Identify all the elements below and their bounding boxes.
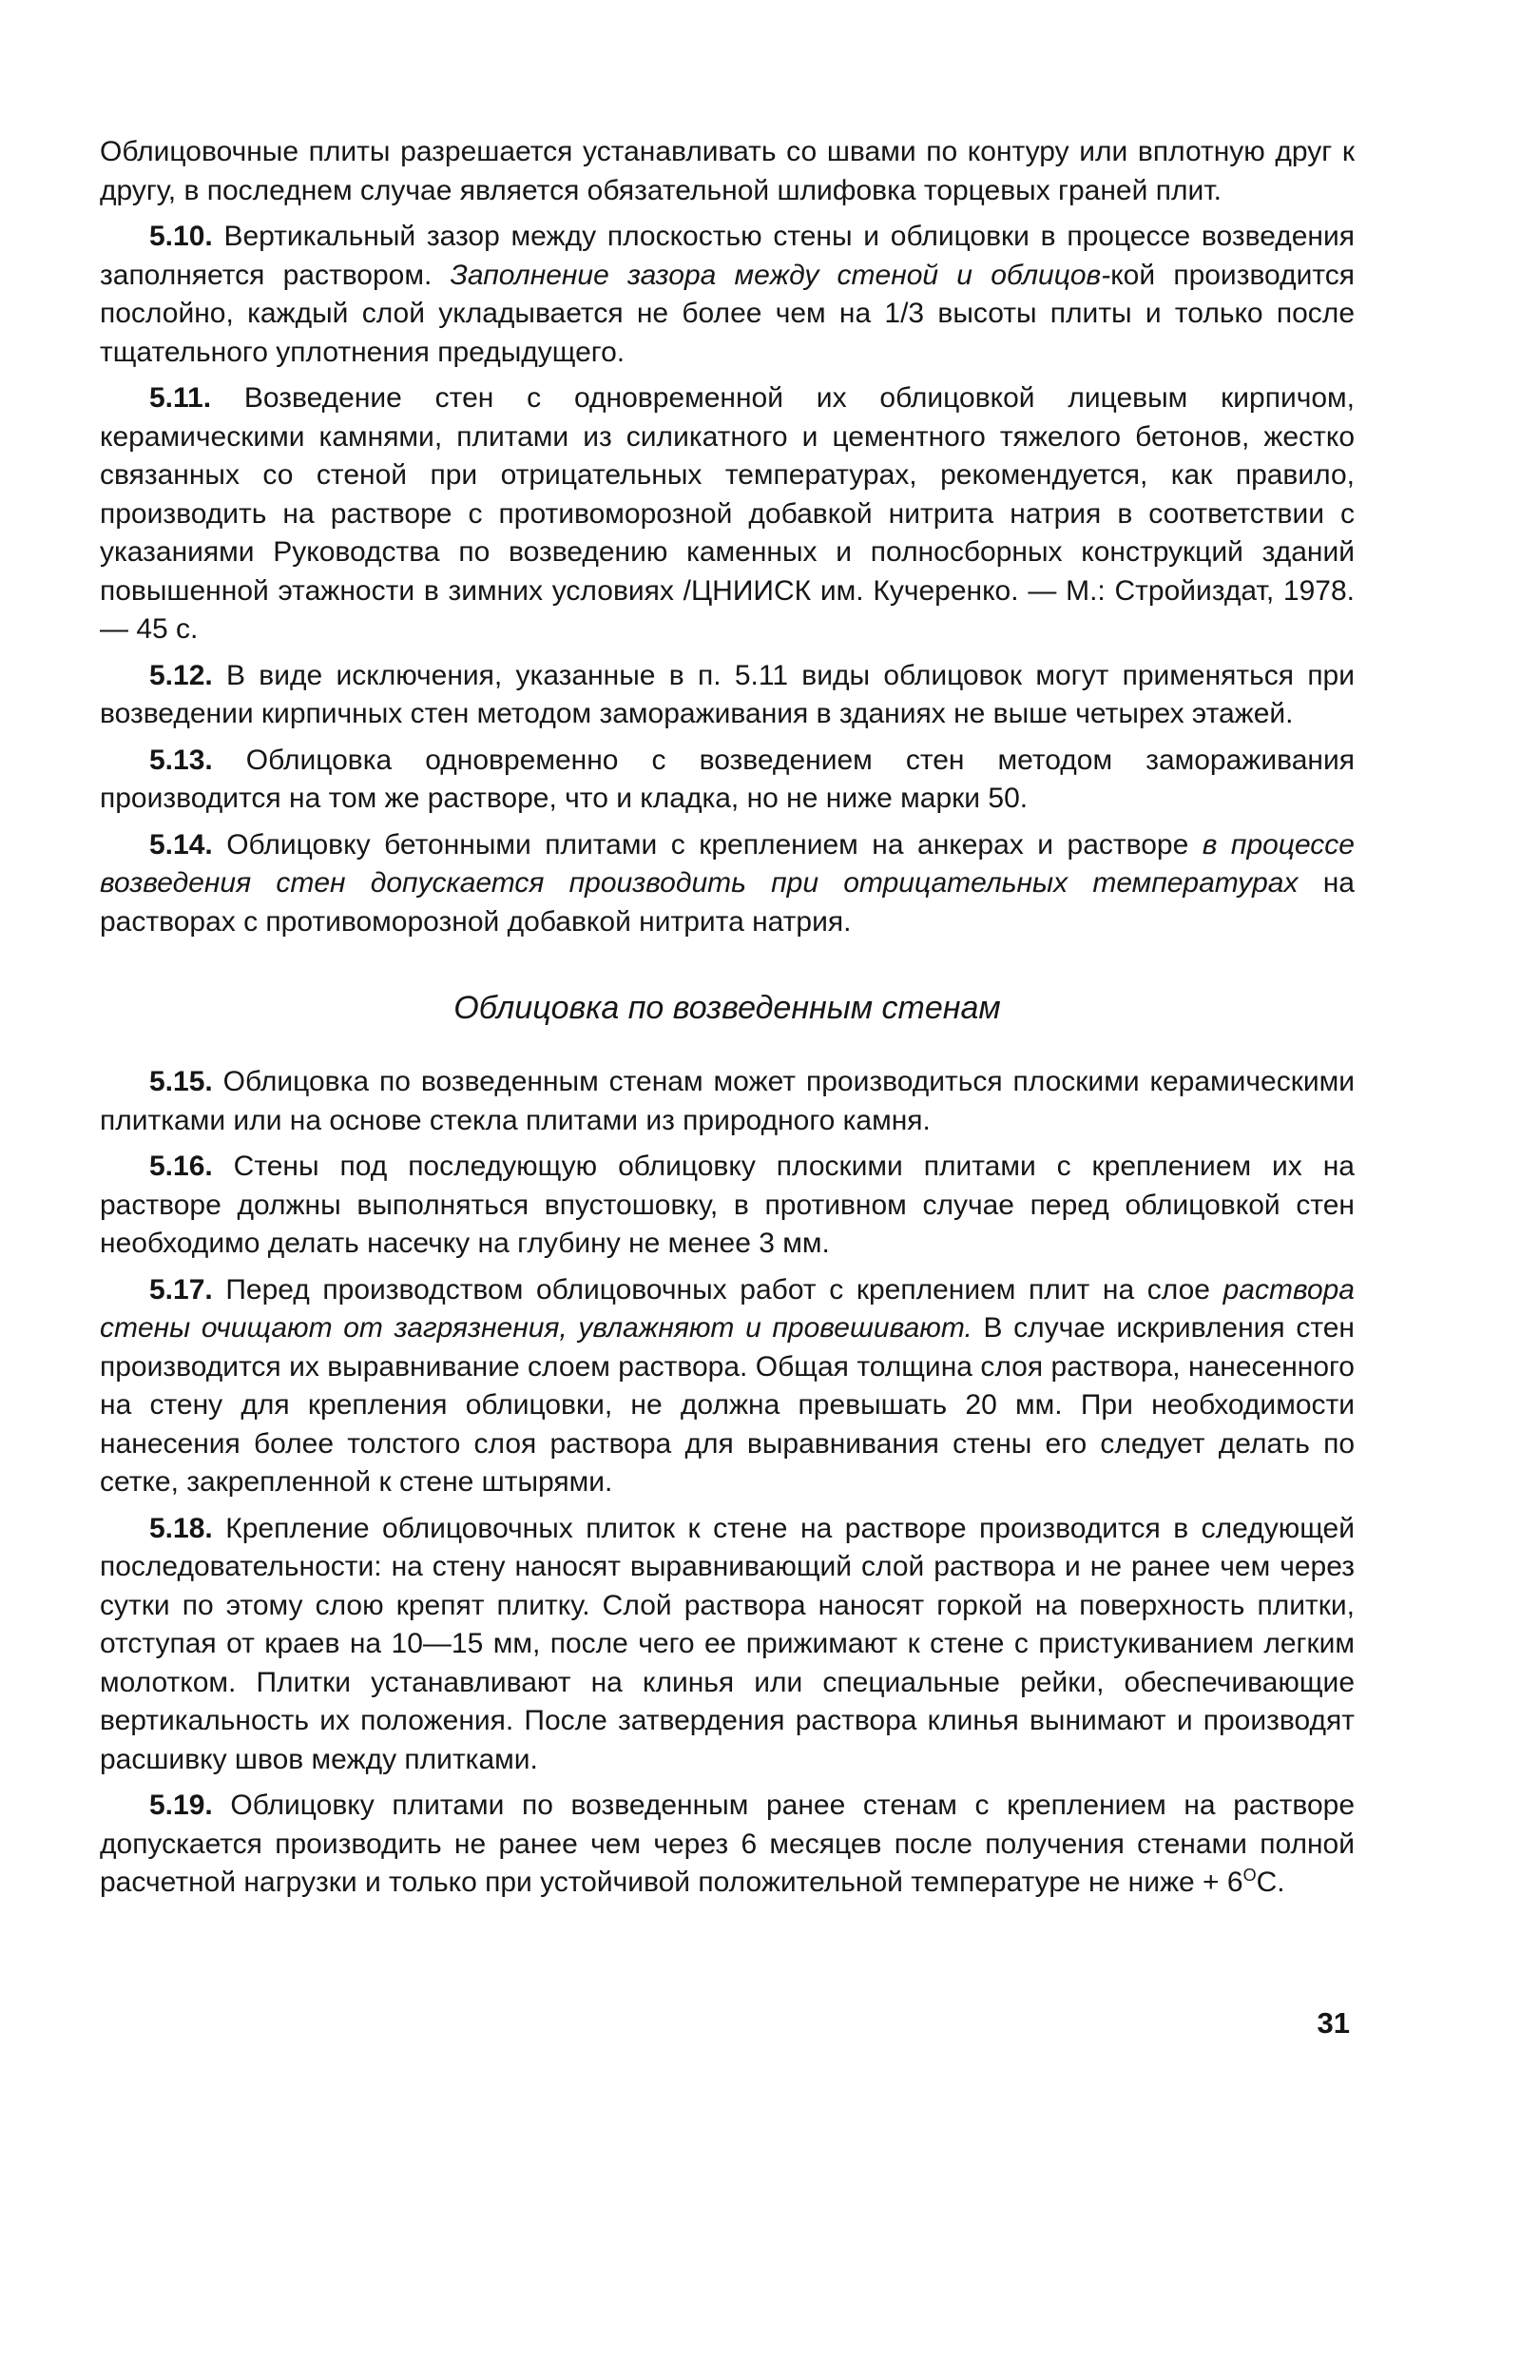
paragraph-text: В виде исключения, указанные в п. 5.11 виды облицовок могут применяться при возведении кирпичных стен методом замораживания в зданиях не выше четырех этажей. bbox=[100, 659, 1355, 729]
page-number: 31 bbox=[1317, 2006, 1350, 2040]
paragraph-italic-text: в процессе возведения стен допускается производить при отрицательных температурах bbox=[100, 828, 1355, 899]
clause-number: 5.12. bbox=[149, 659, 213, 691]
clause-number: 5.17. bbox=[149, 1273, 213, 1306]
clause-number: 5.14. bbox=[149, 828, 213, 861]
paragraph-text: Облицовку бетонными плитами с креплением на анкерах и растворе bbox=[212, 828, 1203, 861]
paragraph-5-16 bbox=[100, 1148, 1355, 1264]
clause-number: 5.13. bbox=[149, 744, 213, 776]
paragraph-text: Возведение стен с одновременной их облицовкой лицевым кирпичом, керамическими камнями, плитами из силикатного и цементного тяжелого бетонов, жестко связанных со стеной при отрицательных температурах, рекомендуется, как правило, производить на растворе с противоморозной добавкой нитрита натрия в соответствии с указаниями Руководства по возведению каменных и полносборных конструкций зданий повышенной этажности в зимних условиях /ЦНИИСК им. Кучеренко. — М.: Стройиздат, 1978. — 45 с. bbox=[100, 382, 1355, 645]
paragraph-5-12 bbox=[100, 657, 1355, 734]
clause-number: 5.10. bbox=[149, 221, 213, 252]
clause-number: 5.16. bbox=[149, 1151, 213, 1182]
paragraph-italic-text: раствора стены очищают от загрязнения, увлажняют и провешивают. bbox=[100, 1273, 1355, 1344]
paragraph-italic-text: Заполнение зазора между стеной и облицов- bbox=[450, 259, 1111, 291]
paragraph-text: Перед производством облицовочных работ с креплением плит на слое bbox=[212, 1273, 1223, 1306]
paragraph-intro bbox=[100, 133, 1355, 210]
paragraph-5-19 bbox=[100, 1787, 1355, 1903]
paragraph-text: Стены под последующую облицовку плоскими плитами с креплением их на растворе должны выполняться впустошовку, в противном случае перед облицовкой стен необходимо делать насечку на глубину не менее 3 мм. bbox=[100, 1151, 1355, 1259]
paragraph-5-14 bbox=[100, 826, 1355, 942]
clause-number: 5.19. bbox=[149, 1790, 213, 1821]
section-heading: Облицовка по возведенным стенам bbox=[453, 990, 1001, 1026]
paragraph-text: Облицовка по возведенным стенам может производиться плоскими керамическими плитками или на основе стекла плитами из природного камня. bbox=[100, 1066, 1355, 1136]
paragraph-text-tail: В случае искривления стен производится их выравнивание слоем раствора. Общая толщина слоя раствора, нанесенного на стену для крепления облицовки, не должна превышать 20 мм. При необходимости нанесения более толстого слоя раствора для выравнивания стены его следует делать по сетке, закрепленной к стене штырями. bbox=[100, 1312, 1355, 1498]
clause-number: 5.11. bbox=[149, 382, 212, 414]
paragraph-5-18 bbox=[100, 1510, 1355, 1780]
paragraph-text: Крепление облицовочных плиток к стене на растворе производится в следующей последовательности: на стену наносят выравнивающий слой раствора и не ранее чем через сутки по этому слою крепят плитку. Слой раствора наносят горкой на поверхность плитки, отступая от краев на 10—15 мм, после чего ее прижимают к стене с пристукиванием легким молотком. Плитки устанавливают на клинья или специальные рейки, обеспечивающие вертикальность их положения. После затвердения раствора клинья вынимают и производят расшивку швов между плитками. bbox=[100, 1512, 1355, 1775]
clause-number: 5.18. bbox=[149, 1512, 213, 1544]
paragraph-5-10 bbox=[100, 218, 1355, 372]
paragraph-5-13 bbox=[100, 742, 1355, 819]
paragraph-text-tail: кой производится послойно, каждый слой укладывается не более чем на 1/3 высоты плиты и только после тщательного уплотнения предыдущего. bbox=[100, 259, 1355, 368]
degree-mark: О bbox=[1242, 1866, 1257, 1885]
paragraph-text-tail: на растворах с противоморозной добавкой нитрита натрия. bbox=[100, 867, 1355, 938]
document-page bbox=[100, 133, 1355, 1910]
paragraph-5-11 bbox=[100, 379, 1355, 649]
paragraph-5-15 bbox=[100, 1063, 1355, 1140]
paragraph-text-tail: С. bbox=[1256, 1867, 1285, 1898]
paragraph-text: Вертикальный зазор между плоскостью стены и облицовки в процессе возведения заполняется раствором. bbox=[100, 221, 1355, 291]
paragraph-5-17 bbox=[100, 1271, 1355, 1502]
paragraph-text: Облицовка одновременно с возведением стен методом замораживания производится на том же растворе, что и кладка, но не ниже марки 50. bbox=[100, 744, 1355, 814]
paragraph-text: Облицовочные плиты разрешается устанавливать со швами по контуру или вплотную друг к другу, в последнем случае является обязательной шлифовка торцевых граней плит. bbox=[100, 136, 1355, 206]
clause-number: 5.15. bbox=[149, 1066, 213, 1097]
paragraph-text: Облицовку плитами по возведенным ранее стенам с креплением на растворе допускается производить не ранее чем через 6 месяцев после получения стенами полной расчетной нагрузки и только при устойчивой положительной температуре не ниже + 6 bbox=[100, 1790, 1355, 1898]
